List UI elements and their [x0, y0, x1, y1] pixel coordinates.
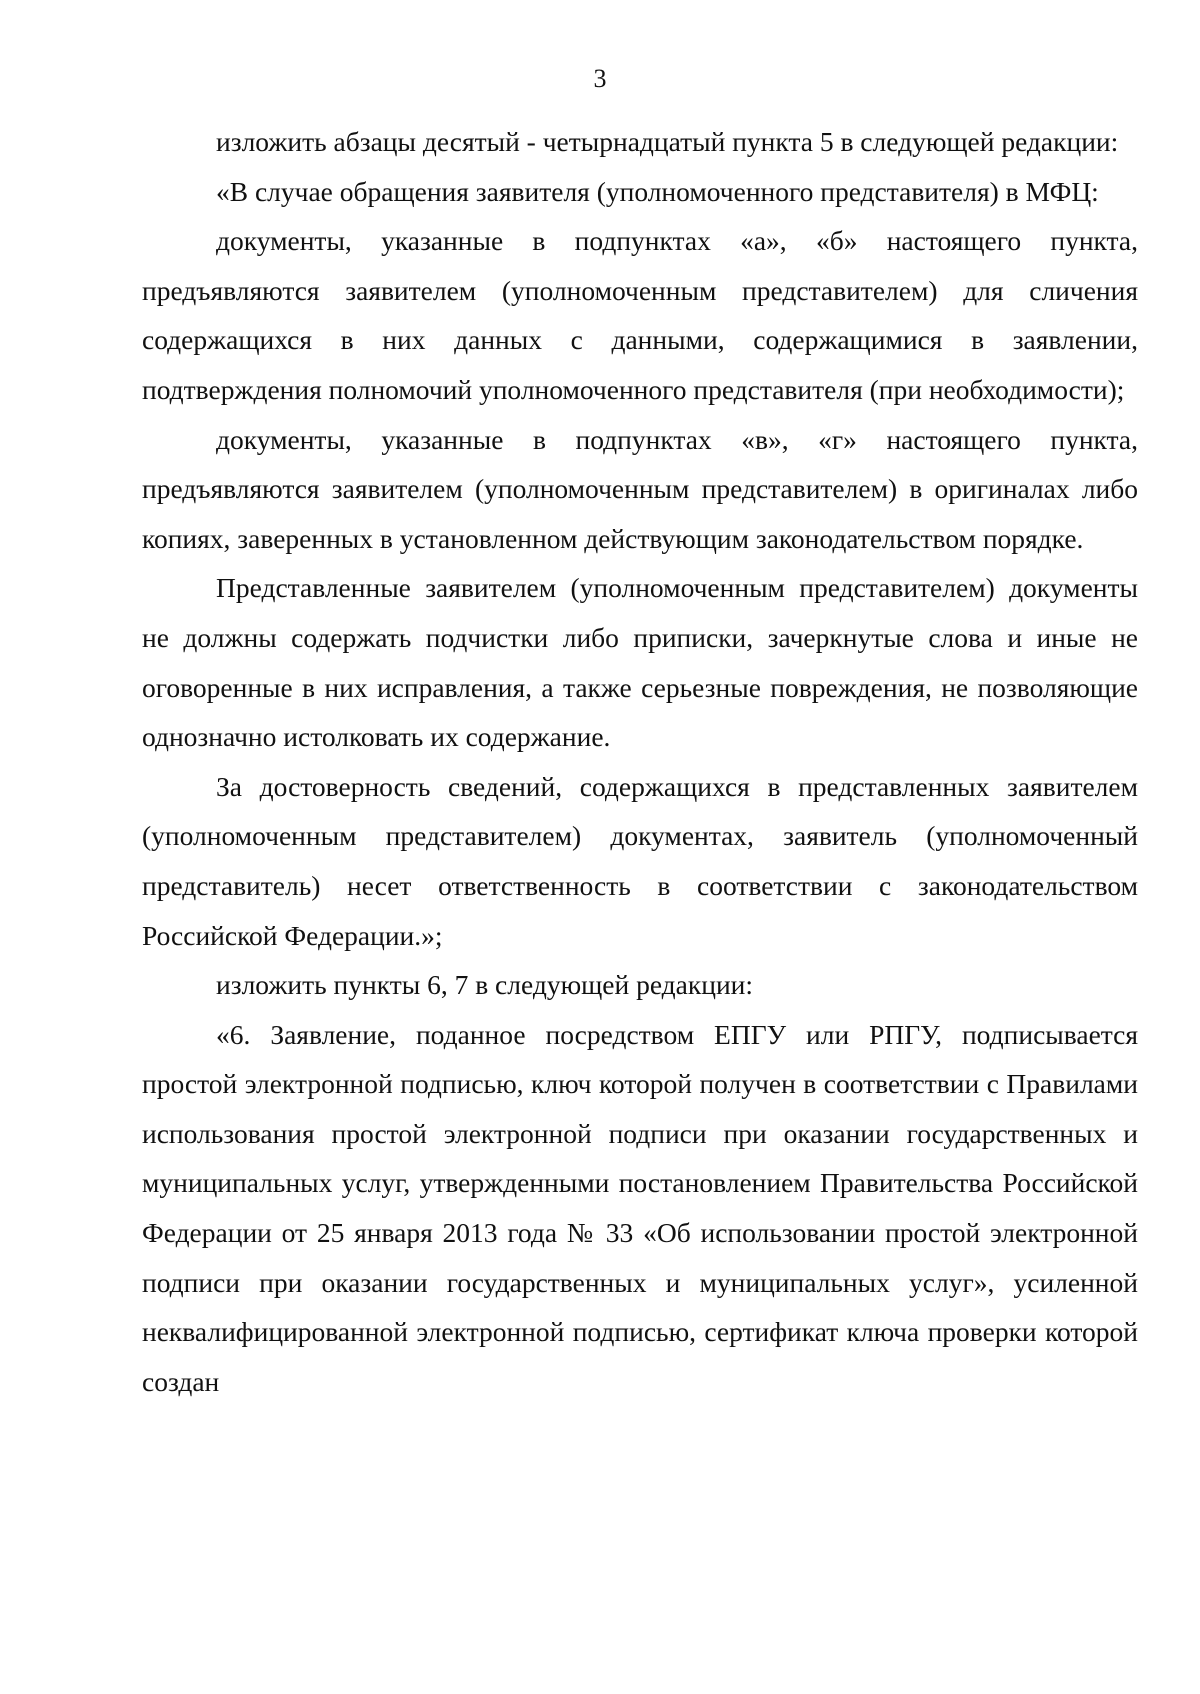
paragraph-mfc-appeal: «В случае обращения заявителя (уполномоченного представителя) в МФЦ:: [216, 175, 1099, 207]
paragraph-documents-v-g: документы, указанные в подпунктах «в», «г» настоящего пункта, предъявляются заявителем (уполномоченным представителем) в оригиналах либо копиях, заверенных в установленном действующим законодательством порядке.: [142, 423, 1138, 554]
paragraph-amend-items-6-7: изложить пункты 6, 7 в следующей редакции:: [216, 969, 754, 1001]
document-body: [142, 117, 1138, 1406]
paragraph-responsibility: За достоверность сведений, содержащихся в представленных заявителем (уполномоченным представителем) документах, заявитель (уполномоченный представитель) несет ответственность в соответствии с законодательством Российской Федерации.»;: [142, 770, 1138, 951]
paragraph-document-requirements: Представленные заявителем (уполномоченным представителем) документы не должны содержать подчистки либо приписки, зачеркнутые слова и иные не оговоренные в них исправления, а также серьезные повреждения, не позволяющие однозначно истолковать их содержание.: [142, 572, 1138, 753]
paragraph-amend-item-5: изложить абзацы десятый - четырнадцатый пункта 5 в следующей редакции:: [216, 126, 1119, 157]
page-number: 3: [593, 64, 607, 93]
paragraph-item-6-signature: «6. Заявление, поданное посредством ЕПГУ или РПГУ, подписывается простой электронной подписью, ключ которой получен в соответствии с Правилами использования простой электронной подписи при оказании государственных и муниципальных услуг, утвержденными постановлением Правительства Российской Федерации от 25 января 2013 года № 33 «Об использовании простой электронной подписи при оказании государственных и муниципальных услуг», усиленной неквалифицированной электронной подписью, сертификат ключа проверки которой создан: [142, 1018, 1138, 1397]
paragraph-documents-a-b: документы, указанные в подпунктах «а», «б» настоящего пункта, предъявляются заявителем (уполномоченным представителем) для сличения содержащихся в них данных с данными, содержащимися в заявлении, подтверждения полномочий уполномоченного представителя (при необходимости);: [142, 225, 1138, 405]
